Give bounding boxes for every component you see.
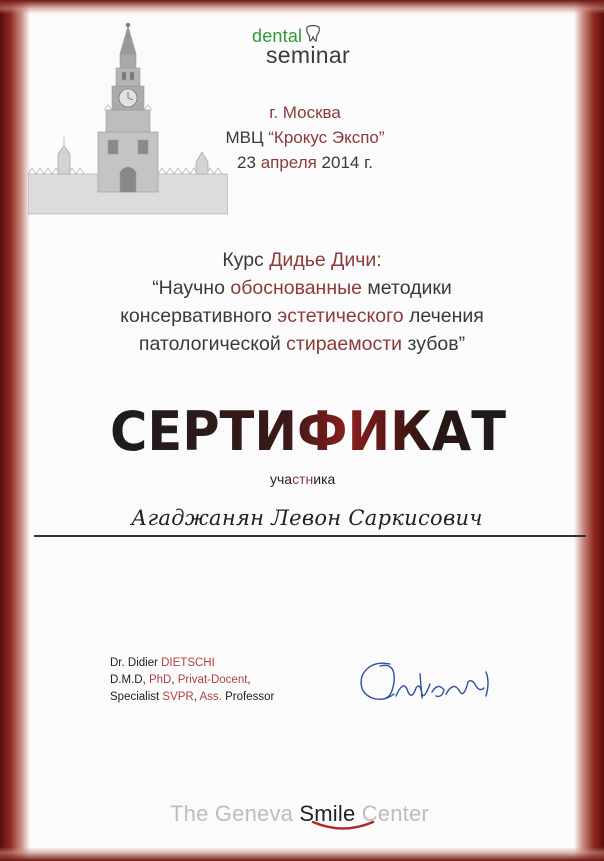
event-city: г. Москва	[269, 103, 341, 122]
logo-seminar-text: seminar	[266, 42, 350, 68]
date-month: апреля	[260, 153, 317, 172]
date-day: 23	[237, 153, 261, 172]
participant-text-accent: стн	[292, 471, 314, 487]
participant-label	[270, 471, 335, 487]
course-line-4	[40, 330, 564, 358]
course-text-accent: стираемости	[286, 333, 408, 355]
course-text-accent: эстетического	[277, 305, 410, 327]
signature-image	[350, 652, 510, 712]
doctor-credentials	[110, 655, 274, 706]
doctor-text-accent: SVPR	[162, 691, 194, 703]
doctor-title	[110, 689, 274, 706]
doctor-text: ,	[171, 674, 178, 686]
certificate-title	[108, 398, 508, 458]
frame-top	[0, 0, 604, 14]
frame-left	[0, 0, 30, 861]
course-text: консервативного	[120, 305, 278, 327]
participant-text: ика	[313, 471, 336, 487]
dental-seminar-logo	[248, 26, 378, 70]
logo-dental-text: dental	[252, 26, 303, 46]
doctor-text-accent: Privat-Docent	[177, 674, 248, 686]
course-text: зубов”	[407, 333, 466, 355]
event-venue	[190, 125, 420, 150]
doctor-text-accent: PhD	[148, 674, 172, 686]
doctor-text: Specialist	[110, 691, 163, 703]
doctor-text-accent: Ass.	[199, 691, 222, 703]
doctor-text: D.M.D,	[110, 674, 149, 686]
doctor-name	[110, 655, 274, 672]
course-author: Дидье Дичи:	[269, 249, 382, 271]
course-text: патологической	[138, 333, 287, 355]
doctor-degrees	[110, 672, 274, 689]
venue-name: “Крокус Экспо”	[268, 128, 385, 147]
certificate-title-text: СЕРТИФИКАТ	[110, 400, 507, 458]
event-venue-block	[190, 100, 420, 175]
footer-smile: Smile	[299, 801, 356, 826]
recipient-name: Агаджанян Левон Саркисович	[131, 506, 483, 530]
participant-text: уча	[270, 471, 293, 487]
doctor-text: Professor	[221, 691, 275, 703]
course-line-3	[40, 302, 564, 330]
venue-prefix: МВЦ	[225, 128, 269, 147]
geneva-smile-center-logo	[170, 801, 429, 827]
course-title-block	[40, 246, 564, 358]
tooth-icon	[305, 24, 321, 42]
smile-arc-icon	[311, 819, 375, 833]
doctor-text: ,	[193, 691, 200, 703]
course-line-1	[40, 246, 564, 274]
recipient-underline	[34, 535, 586, 537]
footer-text: Center	[355, 801, 429, 826]
footer-text: The Geneva	[170, 801, 300, 826]
doctor-text: Dr. Didier	[110, 657, 162, 669]
doctor-text: ,	[247, 674, 251, 686]
course-text: Курс	[222, 249, 270, 271]
frame-right	[574, 0, 604, 861]
course-text: лечения	[409, 305, 484, 327]
date-year: 2014 г.	[316, 153, 373, 172]
event-date	[190, 150, 420, 175]
course-line-2	[40, 274, 564, 302]
frame-bottom	[0, 847, 604, 861]
doctor-surname: DIETSCHI	[161, 657, 215, 669]
course-text-accent: обоснованные	[230, 277, 368, 299]
course-text: методики	[367, 277, 452, 299]
course-text: “Научно	[152, 277, 231, 299]
